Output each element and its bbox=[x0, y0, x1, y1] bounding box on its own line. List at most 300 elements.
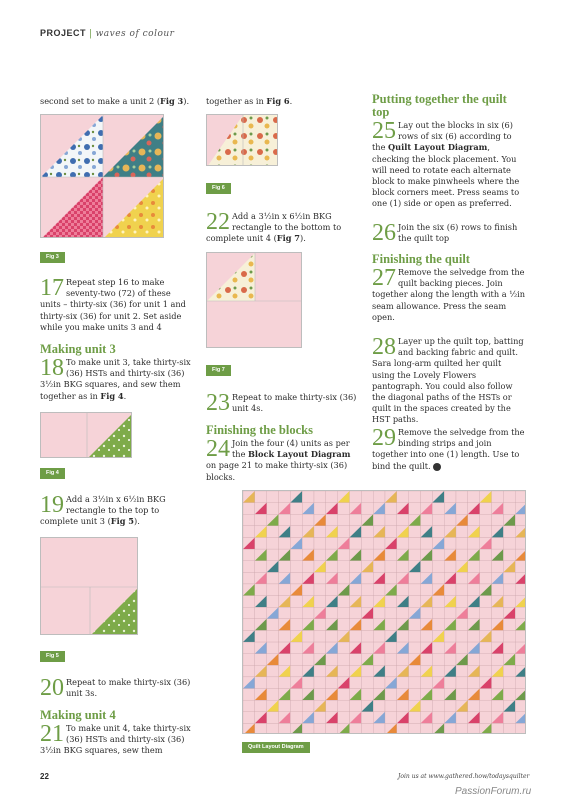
quilt-cell bbox=[492, 561, 504, 573]
quilt-cell bbox=[421, 654, 433, 666]
quilt-cell bbox=[267, 596, 279, 608]
quilt-cell bbox=[444, 654, 456, 666]
quilt-cell bbox=[267, 642, 279, 654]
quilt-cell bbox=[302, 677, 314, 689]
quilt-cell bbox=[290, 526, 302, 538]
quilt-cell bbox=[480, 689, 492, 701]
quilt-cell bbox=[255, 584, 267, 596]
quilt-cell bbox=[373, 677, 385, 689]
quilt-cell bbox=[432, 689, 444, 701]
quilt-cell bbox=[255, 537, 267, 549]
quilt-cell bbox=[432, 572, 444, 584]
quilt-cell bbox=[350, 630, 362, 642]
quilt-cell bbox=[279, 607, 291, 619]
quilt-cell bbox=[432, 665, 444, 677]
quilt-cell bbox=[397, 514, 409, 526]
quilt-cell bbox=[279, 630, 291, 642]
quilt-cell bbox=[314, 723, 326, 734]
quilt-cell bbox=[326, 677, 338, 689]
quilt-cell bbox=[314, 526, 326, 538]
quilt-cell bbox=[290, 689, 302, 701]
quilt-cell bbox=[350, 654, 362, 666]
quilt-cell bbox=[503, 677, 515, 689]
fig3-svg bbox=[41, 115, 164, 238]
quilt-cell bbox=[267, 630, 279, 642]
quilt-cell bbox=[421, 607, 433, 619]
quilt-cell bbox=[243, 549, 255, 561]
quilt-cell bbox=[290, 561, 302, 573]
quilt-cell bbox=[350, 514, 362, 526]
heading-finishing-quilt: Finishing the quilt bbox=[372, 252, 470, 266]
step-18: 18 To make unit 3, take thirty-six (36) HSTs and thirty-six (36) 3½in BKG squares, and sew them together as in Fig 4. bbox=[40, 355, 191, 401]
quilt-cell bbox=[267, 689, 279, 701]
quilt-cell bbox=[503, 723, 515, 734]
quilt-cell bbox=[432, 514, 444, 526]
quilt-cell bbox=[409, 584, 421, 596]
quilt-cell bbox=[314, 503, 326, 515]
quilt-cell bbox=[243, 712, 255, 724]
step-text: Repeat to make thirty-six (36) unit 4s. bbox=[232, 392, 357, 414]
quilt-cell bbox=[314, 665, 326, 677]
step-text: Repeat step 16 to make seventy-two (72) of these units – thirty-six (36) for unit 1 and thirty-six (36) for unit 2. Set aside while you make units 3 and 4 bbox=[40, 277, 186, 332]
quilt-cell bbox=[456, 619, 468, 631]
quilt-cell bbox=[243, 665, 255, 677]
quilt-cell bbox=[515, 700, 526, 712]
quilt-cell bbox=[432, 596, 444, 608]
step-number: 26 bbox=[372, 220, 396, 246]
quilt-cell bbox=[361, 712, 373, 724]
quilt-cell bbox=[432, 526, 444, 538]
quilt-cell bbox=[515, 723, 526, 734]
quilt-cell bbox=[409, 630, 421, 642]
quilt-cell bbox=[468, 514, 480, 526]
quilt-cell bbox=[456, 723, 468, 734]
quilt-cell bbox=[409, 491, 421, 503]
quilt-cell bbox=[456, 665, 468, 677]
quilt-cell bbox=[480, 514, 492, 526]
quilt-cell bbox=[373, 723, 385, 734]
quilt-cell bbox=[397, 491, 409, 503]
quilt-cell bbox=[267, 712, 279, 724]
fig5-svg bbox=[41, 538, 138, 635]
quilt-cell bbox=[432, 549, 444, 561]
quilt-cell bbox=[314, 537, 326, 549]
quilt-cell bbox=[255, 630, 267, 642]
quilt-cell bbox=[302, 607, 314, 619]
quilt-cell bbox=[290, 700, 302, 712]
quilt-cell bbox=[503, 665, 515, 677]
quilt-cell bbox=[397, 654, 409, 666]
quilt-cell bbox=[326, 584, 338, 596]
quilt-cell bbox=[480, 654, 492, 666]
quilt-cell bbox=[338, 700, 350, 712]
step-text: Remove the selvedge from the binding strips and join together into one (1) length. Use to bind the quilt. bbox=[372, 427, 525, 471]
quilt-cell bbox=[290, 514, 302, 526]
quilt-cell bbox=[421, 723, 433, 734]
quilt-cell bbox=[373, 514, 385, 526]
quilt-cell bbox=[279, 723, 291, 734]
fig7-svg bbox=[207, 253, 302, 348]
quilt-cell bbox=[480, 642, 492, 654]
quilt-cell bbox=[338, 503, 350, 515]
page-number: 22 bbox=[40, 772, 49, 781]
quilt-cell bbox=[515, 630, 526, 642]
step-number: 28 bbox=[372, 334, 396, 360]
quilt-cell bbox=[326, 654, 338, 666]
quilt-cell bbox=[314, 630, 326, 642]
quilt-cell bbox=[350, 700, 362, 712]
quilt-cell bbox=[302, 700, 314, 712]
quilt-cell bbox=[314, 677, 326, 689]
quilt-cell bbox=[338, 596, 350, 608]
step-number: 25 bbox=[372, 118, 396, 144]
quilt-cell bbox=[409, 526, 421, 538]
step-28 bbox=[372, 336, 526, 426]
quilt-cell bbox=[385, 619, 397, 631]
quilt-cell bbox=[480, 700, 492, 712]
step-number: 29 bbox=[372, 425, 396, 451]
heading-finishing-blocks: Finishing the blocks bbox=[206, 423, 313, 437]
quilt-cell bbox=[267, 491, 279, 503]
quilt-cell bbox=[409, 503, 421, 515]
quilt-cell bbox=[421, 630, 433, 642]
quilt-cell bbox=[456, 549, 468, 561]
quilt-cell bbox=[326, 561, 338, 573]
quilt-cell bbox=[456, 689, 468, 701]
quilt-cell bbox=[361, 665, 373, 677]
quilt-cell bbox=[302, 491, 314, 503]
step-29 bbox=[372, 427, 526, 472]
quilt-cell bbox=[492, 723, 504, 734]
fig4-svg bbox=[41, 413, 132, 458]
quilt-cell bbox=[290, 712, 302, 724]
quilt-cell bbox=[409, 619, 421, 631]
quilt-cell bbox=[492, 654, 504, 666]
quilt-cell bbox=[338, 549, 350, 561]
quilt-cell bbox=[385, 561, 397, 573]
step-23 bbox=[206, 392, 358, 414]
quilt-cell bbox=[255, 607, 267, 619]
quilt-cell bbox=[267, 537, 279, 549]
quilt-layout-diagram bbox=[242, 490, 526, 734]
quilt-cell bbox=[373, 607, 385, 619]
quilt-cell bbox=[243, 514, 255, 526]
quilt-cell bbox=[279, 561, 291, 573]
quilt-cell bbox=[373, 491, 385, 503]
col1-intro: second set to make a unit 2 (Fig 3). bbox=[40, 96, 190, 106]
fig4-label: Fig 4 bbox=[40, 468, 65, 479]
step-text: Remove the selvedge from the quilt backing pieces. Join together along the length with a ½in seam allowance. Press the seam open. bbox=[372, 267, 526, 322]
quilt-cell bbox=[503, 712, 515, 724]
quilt-cell bbox=[421, 537, 433, 549]
quilt-cell bbox=[338, 572, 350, 584]
quilt-cell bbox=[385, 642, 397, 654]
quilt-cell bbox=[338, 561, 350, 573]
fig6-diagram bbox=[206, 114, 278, 166]
step-21 bbox=[40, 723, 192, 757]
quilt-cell bbox=[456, 712, 468, 724]
step-number: 18 bbox=[40, 355, 64, 381]
quilt-cell bbox=[515, 607, 526, 619]
header-separator: | bbox=[89, 29, 93, 39]
quilt-cell bbox=[326, 723, 338, 734]
quilt-cell bbox=[314, 596, 326, 608]
quilt-cell bbox=[361, 689, 373, 701]
quilt-cell bbox=[468, 654, 480, 666]
quilt-cell bbox=[468, 677, 480, 689]
quilt-cell bbox=[409, 596, 421, 608]
quilt-cell bbox=[444, 630, 456, 642]
quilt-cell bbox=[456, 596, 468, 608]
quilt-cell bbox=[373, 584, 385, 596]
quilt-cell bbox=[480, 712, 492, 724]
quilt-cell bbox=[290, 503, 302, 515]
quilt-cell bbox=[385, 526, 397, 538]
quilt-cell bbox=[503, 630, 515, 642]
quilt-cell bbox=[361, 584, 373, 596]
quilt-cell bbox=[503, 572, 515, 584]
quilt-cell bbox=[279, 514, 291, 526]
quilt-cell bbox=[361, 503, 373, 515]
quilt-cell bbox=[290, 596, 302, 608]
quilt-cell bbox=[338, 665, 350, 677]
quilt-cell bbox=[397, 723, 409, 734]
quilt-cell bbox=[361, 526, 373, 538]
step-text: Repeat to make thirty-six (36) unit 3s. bbox=[66, 677, 191, 699]
quilt-cell bbox=[267, 572, 279, 584]
quilt-cell bbox=[302, 630, 314, 642]
quilt-cell bbox=[444, 561, 456, 573]
quilt-cell bbox=[302, 537, 314, 549]
quilt-cell bbox=[503, 689, 515, 701]
quilt-cell bbox=[302, 561, 314, 573]
quilt-cell bbox=[350, 677, 362, 689]
quilt-cell bbox=[267, 677, 279, 689]
fig4-diagram bbox=[40, 412, 132, 458]
quilt-cell bbox=[350, 561, 362, 573]
quilt-cell bbox=[421, 584, 433, 596]
quilt-cell bbox=[255, 561, 267, 573]
quilt-cell bbox=[492, 514, 504, 526]
quilt-cell bbox=[480, 503, 492, 515]
quilt-cell bbox=[338, 654, 350, 666]
quilt-cell bbox=[385, 665, 397, 677]
quilt-cell bbox=[243, 572, 255, 584]
quilt-cell bbox=[409, 572, 421, 584]
quilt-cell bbox=[503, 596, 515, 608]
quilt-cell bbox=[385, 596, 397, 608]
quilt-cell bbox=[290, 654, 302, 666]
step-text: To make unit 4, take thirty-six (36) HSTs and thirty-six (36) 3½in BKG squares, sew them bbox=[40, 723, 191, 756]
quilt-cell bbox=[503, 642, 515, 654]
quilt-cell bbox=[385, 572, 397, 584]
watermark: PassionForum.ru bbox=[455, 786, 532, 797]
quilt-cell bbox=[373, 537, 385, 549]
quilt-cell bbox=[456, 503, 468, 515]
quilt-cell bbox=[444, 514, 456, 526]
quilt-cell bbox=[397, 584, 409, 596]
quilt-cell bbox=[515, 537, 526, 549]
step-number: 19 bbox=[40, 492, 64, 518]
quilt-cell bbox=[480, 596, 492, 608]
quilt-cell bbox=[397, 537, 409, 549]
quilt-cell bbox=[421, 514, 433, 526]
step-26 bbox=[372, 222, 526, 244]
quilt-cell bbox=[314, 491, 326, 503]
end-mark-icon bbox=[433, 463, 441, 471]
quilt-cell bbox=[255, 654, 267, 666]
quilt-cell bbox=[326, 537, 338, 549]
quilt-cell bbox=[456, 584, 468, 596]
quilt-cell bbox=[314, 712, 326, 724]
quilt-cell bbox=[279, 584, 291, 596]
quilt-cell bbox=[456, 642, 468, 654]
quilt-cell bbox=[480, 665, 492, 677]
quilt-cell bbox=[480, 549, 492, 561]
quilt-cell bbox=[503, 584, 515, 596]
quilt-cell bbox=[302, 654, 314, 666]
quilt-cell bbox=[432, 619, 444, 631]
quilt-cell bbox=[444, 584, 456, 596]
quilt-cell bbox=[279, 677, 291, 689]
quilt-cell bbox=[409, 689, 421, 701]
quilt-cell bbox=[338, 712, 350, 724]
quilt-cell bbox=[456, 677, 468, 689]
quilt-cell bbox=[492, 630, 504, 642]
quilt-cell bbox=[421, 700, 433, 712]
quilt-cell bbox=[409, 549, 421, 561]
quilt-cell bbox=[373, 700, 385, 712]
quilt-cell bbox=[326, 700, 338, 712]
quilt-cell bbox=[432, 561, 444, 573]
step-number: 27 bbox=[372, 265, 396, 291]
quilt-cell bbox=[432, 712, 444, 724]
quilt-cell bbox=[409, 712, 421, 724]
fig3-label: Fig 3 bbox=[40, 252, 65, 263]
fig5-diagram bbox=[40, 537, 138, 635]
quilt-cell bbox=[468, 584, 480, 596]
quilt-svg bbox=[243, 491, 526, 734]
quilt-cell bbox=[432, 503, 444, 515]
quilt-cell bbox=[361, 537, 373, 549]
quilt-cell bbox=[503, 503, 515, 515]
quilt-cell bbox=[302, 584, 314, 596]
quilt-cell bbox=[432, 642, 444, 654]
quilt-cell bbox=[409, 537, 421, 549]
fig5-label: Fig 5 bbox=[40, 651, 65, 662]
step-text: Join the six (6) rows to finish the quilt top bbox=[398, 222, 518, 244]
quilt-cell bbox=[279, 491, 291, 503]
heading-putting-together: Putting together the quilt top bbox=[372, 92, 507, 119]
quilt-cell bbox=[468, 630, 480, 642]
quilt-cell bbox=[314, 549, 326, 561]
heading-making-unit-3: Making unit 3 bbox=[40, 342, 116, 356]
quilt-cell bbox=[290, 572, 302, 584]
quilt-cell bbox=[290, 607, 302, 619]
quilt-cell bbox=[432, 607, 444, 619]
step-24: 24 Join the four (4) units as per the Block Layout Diagram on page 21 to make thirty-six (36) blocks. bbox=[206, 436, 351, 482]
col2-intro: together as in Fig 6. bbox=[206, 96, 293, 106]
quilt-cell bbox=[267, 584, 279, 596]
quilt-cell bbox=[338, 642, 350, 654]
quilt-cell bbox=[456, 537, 468, 549]
quilt-cell bbox=[361, 642, 373, 654]
quilt-cell bbox=[480, 607, 492, 619]
quilt-cell bbox=[267, 619, 279, 631]
quilt-cell bbox=[361, 596, 373, 608]
quilt-cell bbox=[255, 677, 267, 689]
fig3-diagram bbox=[40, 114, 164, 238]
quilt-cell bbox=[515, 654, 526, 666]
section-label: PROJECT bbox=[40, 28, 87, 38]
heading-making-unit-4: Making unit 4 bbox=[40, 708, 116, 722]
quilt-cell bbox=[326, 630, 338, 642]
quilt-cell bbox=[302, 723, 314, 734]
quilt-cell bbox=[361, 491, 373, 503]
quilt-cell bbox=[444, 607, 456, 619]
quilt-cell bbox=[385, 607, 397, 619]
step-text: Layer up the quilt top, batting and backing fabric and quilt. Sara long-arm quilted her quilt using the Lovely Flowers pantograph. You could also follow the diagonal paths of the HSTs or quilt in the spaces created by the HST paths. bbox=[372, 336, 524, 425]
fig6-svg bbox=[207, 115, 278, 166]
quilt-cell bbox=[267, 526, 279, 538]
quilt-cell bbox=[243, 561, 255, 573]
quilt-cell bbox=[480, 619, 492, 631]
quilt-cell bbox=[385, 549, 397, 561]
step-number: 24 bbox=[206, 436, 230, 462]
quilt-cell bbox=[243, 642, 255, 654]
page-header bbox=[40, 28, 175, 39]
quilt-layout-label: Quilt Layout Diagram bbox=[242, 742, 310, 753]
quilt-cell bbox=[480, 526, 492, 538]
quilt-cell bbox=[361, 723, 373, 734]
quilt-cell bbox=[432, 654, 444, 666]
quilt-cell bbox=[243, 700, 255, 712]
fig6-label: Fig 6 bbox=[206, 183, 231, 194]
quilt-cell bbox=[290, 549, 302, 561]
footer-text: Join us at www.gathered.how/todaysquilter bbox=[398, 773, 530, 780]
quilt-cell bbox=[456, 526, 468, 538]
quilt-cell bbox=[456, 491, 468, 503]
quilt-cell bbox=[350, 607, 362, 619]
step-27 bbox=[372, 267, 526, 323]
quilt-cell bbox=[409, 642, 421, 654]
quilt-cell bbox=[267, 549, 279, 561]
quilt-cell bbox=[373, 630, 385, 642]
quilt-cell bbox=[361, 619, 373, 631]
step-number: 21 bbox=[40, 721, 64, 747]
quilt-cell bbox=[326, 491, 338, 503]
quilt-cell bbox=[409, 677, 421, 689]
quilt-cell bbox=[255, 491, 267, 503]
quilt-cell bbox=[314, 689, 326, 701]
quilt-cell bbox=[432, 700, 444, 712]
quilt-cell bbox=[444, 723, 456, 734]
step-number: 20 bbox=[40, 675, 64, 701]
quilt-cell bbox=[456, 572, 468, 584]
quilt-cell bbox=[480, 572, 492, 584]
quilt-cell bbox=[326, 514, 338, 526]
step-25: 25 Lay out the blocks in six (6) rows of six (6) according to the Quilt Layout Diagram, checking the block placement. You will need to rotate each alternate block to make pinwheels where the block corners meet. Press seams to one (1) side or open as preferred. bbox=[372, 118, 520, 209]
quilt-cell bbox=[385, 514, 397, 526]
quilt-cell bbox=[385, 654, 397, 666]
quilt-cell bbox=[255, 723, 267, 734]
quilt-cell bbox=[350, 537, 362, 549]
quilt-cell bbox=[350, 584, 362, 596]
quilt-cell bbox=[350, 491, 362, 503]
quilt-cell bbox=[267, 723, 279, 734]
quilt-cell bbox=[468, 491, 480, 503]
quilt-cell bbox=[255, 700, 267, 712]
